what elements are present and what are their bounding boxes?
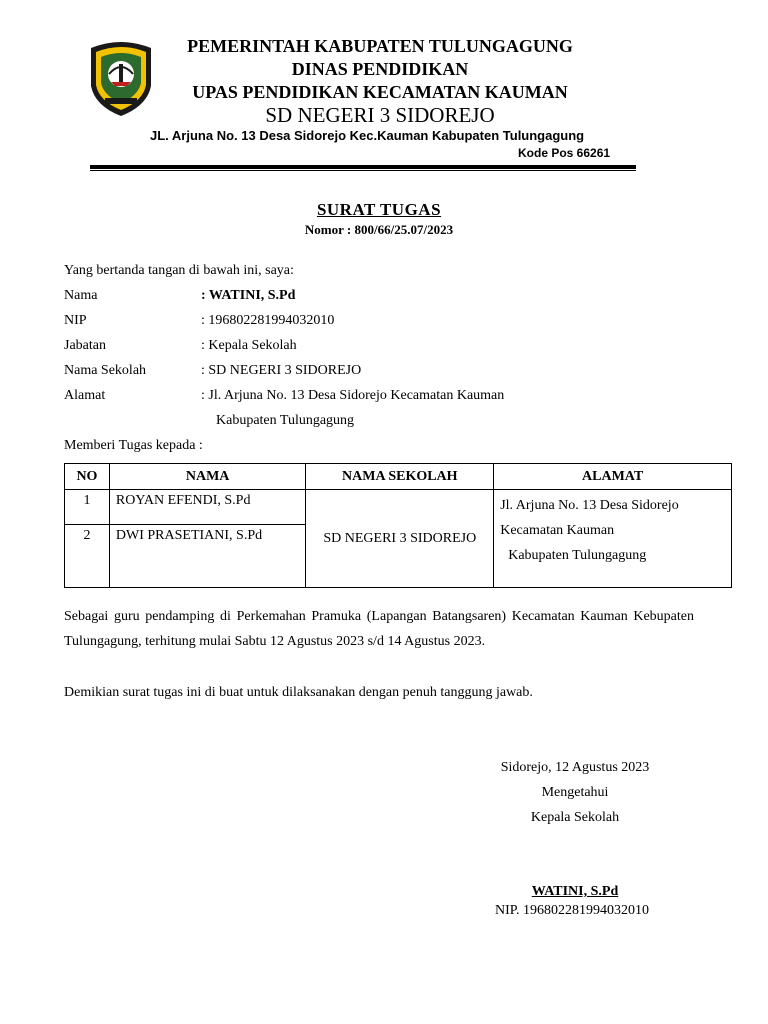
body-paragraph-assignment: Sebagai guru pendamping di Perkemahan Pramuka (Lapangan Batangsaren) Kecamatan Kauman Kebupaten Tulungagung, terhitung mulai Sabtu 12 Agustus 2023 s/d 14 Agustus 2023. [64, 609, 694, 649]
signature-acknowledge: Mengetahui [541, 785, 609, 800]
signature-name: WATINI, S.Pd [531, 884, 619, 899]
table-header-nama: NAMA [109, 464, 306, 490]
field-value-jabatan: : Kepala Sekolah [201, 338, 297, 353]
field-label-nip: NIP [64, 313, 87, 328]
field-label-jabatan: Jabatan [64, 338, 106, 353]
table-alamat-line2: Kecamatan Kauman [500, 523, 615, 538]
letterhead-government: PEMERINTAH KABUPATEN TULUNGAGUNG [187, 36, 573, 56]
letter-number: Nomor : 800/66/25.07/2023 [304, 222, 454, 237]
table-header-row [65, 464, 732, 490]
field-value-nip: : 196802281994032010 [201, 313, 335, 328]
table-cell-no: 2 [65, 525, 110, 588]
field-value-nama: : WATINI, S.Pd [201, 288, 296, 303]
letterhead-rule-thin [90, 170, 636, 171]
letterhead-rule-thick [90, 165, 636, 169]
table-alamat-line1: Jl. Arjuna No. 13 Desa Sidorejo [500, 498, 679, 513]
table-alamat-line3: Kabupaten Tulungagung [508, 548, 647, 563]
table-header-alamat: ALAMAT [494, 464, 732, 490]
letterhead-unit: UPAS PENDIDIKAN KECAMATAN KAUMAN [192, 82, 568, 102]
intro-text: Yang bertanda tangan di bawah ini, saya: [64, 263, 294, 278]
letter-title: SURAT TUGAS [316, 200, 442, 219]
field-value-nama-sekolah: : SD NEGERI 3 SIDOREJO [201, 363, 362, 378]
assignment-table [64, 463, 732, 588]
table-header-no: NO [65, 464, 110, 490]
field-value-alamat: : Jl. Arjuna No. 13 Desa Sidorejo Kecamatan Kauman [201, 388, 505, 403]
letterhead-school-name: SD NEGERI 3 SIDOREJO [265, 103, 495, 127]
table-cell-alamat [494, 490, 732, 588]
signature-nip: NIP. 196802281994032010 [494, 903, 649, 918]
table-row [65, 490, 732, 525]
table-cell-nama-sekolah: SD NEGERI 3 SIDOREJO [306, 490, 494, 588]
letterhead-department: DINAS PENDIDIKAN [291, 59, 469, 79]
table-cell-nama: ROYAN EFENDI, S.Pd [109, 490, 306, 525]
letterhead-postal-code: Kode Pos 66261 [518, 146, 611, 160]
field-label-nama: Nama [64, 288, 98, 303]
signature-position: Kepala Sekolah [530, 810, 620, 825]
table-header-nama-sekolah: NAMA SEKOLAH [306, 464, 494, 490]
table-cell-no: 1 [65, 490, 110, 525]
field-label-nama-sekolah: Nama Sekolah [64, 363, 147, 378]
field-value-alamat-line2: Kabupaten Tulungagung [216, 413, 355, 428]
table-cell-nama: DWI PRASETIANI, S.Pd [109, 525, 306, 588]
signature-place-date: Sidorejo, 12 Agustus 2023 [500, 760, 650, 775]
letterhead-address: JL. Arjuna No. 13 Desa Sidorejo Kec.Kauman Kabupaten Tulungagung [150, 128, 585, 143]
body-paragraph-closing: Demikian surat tugas ini di buat untuk dilaksanakan dengan penuh tanggung jawab. [64, 685, 533, 700]
field-label-alamat: Alamat [64, 388, 106, 403]
assign-intro-text: Memberi Tugas kepada : [64, 438, 203, 453]
